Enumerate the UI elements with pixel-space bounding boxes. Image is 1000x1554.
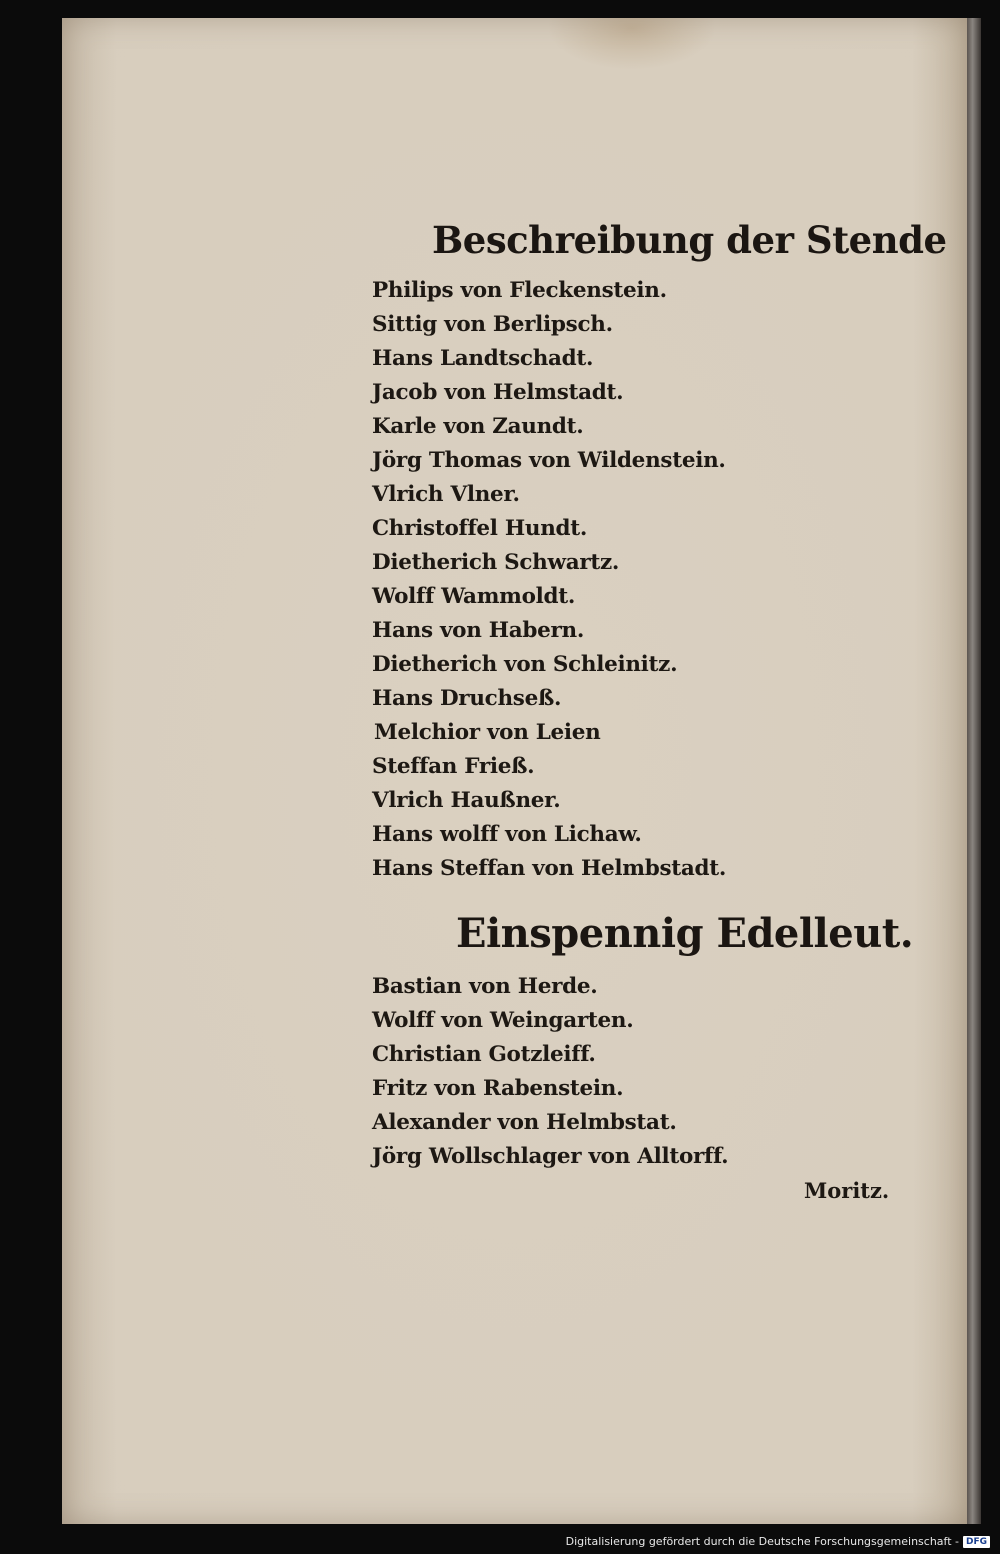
list-item: Vlrich Vlner. [372,482,520,507]
page-heading: Beschreibung der Stende [432,218,947,262]
list-item: Bastian von Herde. [372,974,598,999]
catchword: Moritz. [804,1178,890,1203]
credit-text: Digitalisierung gefördert durch die Deutsche Forschungsgemeinschaft - [565,1535,959,1548]
book-edge [967,18,981,1524]
list-item: Dietherich Schwartz. [372,550,620,575]
dfg-logo: DFG [963,1536,990,1548]
list-item: Hans von Habern. [372,618,585,643]
list-item: Philips von Fleckenstein. [372,278,667,303]
list-item: Alexander von Helmbstat. [372,1110,677,1135]
list-item: Karle von Zaundt. [372,414,584,439]
list-item: Christian Gotzleiff. [372,1042,596,1067]
list-item: Dietherich von Schleinitz. [372,652,678,677]
list-item: Hans Landtschadt. [372,346,594,371]
list-item: Wolff von Weingarten. [372,1008,634,1033]
list-item: Steffan Frieß. [372,754,535,779]
list-item: Wolff Wammoldt. [372,584,576,609]
list-item: Sittig von Berlipsch. [372,312,613,337]
list-item: Hans Druchseß. [372,686,562,711]
list-item: Fritz von Rabenstein. [372,1076,624,1101]
list-item: Vlrich Haußner. [372,788,561,813]
list-item: Jacob von Helmstadt. [372,380,624,405]
list-item: Melchior von Leien [374,720,601,745]
list-item: Jörg Thomas von Wildenstein. [372,448,726,473]
list-item: Hans wolff von Lichaw. [372,822,642,847]
section-heading: Einspennig Edelleut. [456,910,914,957]
list-item: Jörg Wollschlager von Alltorff. [372,1144,729,1169]
book-page [62,18,967,1524]
footer-credit [566,1535,990,1548]
list-item: Hans Steffan von Helmbstadt. [372,856,727,881]
list-item: Christoffel Hundt. [372,516,588,541]
